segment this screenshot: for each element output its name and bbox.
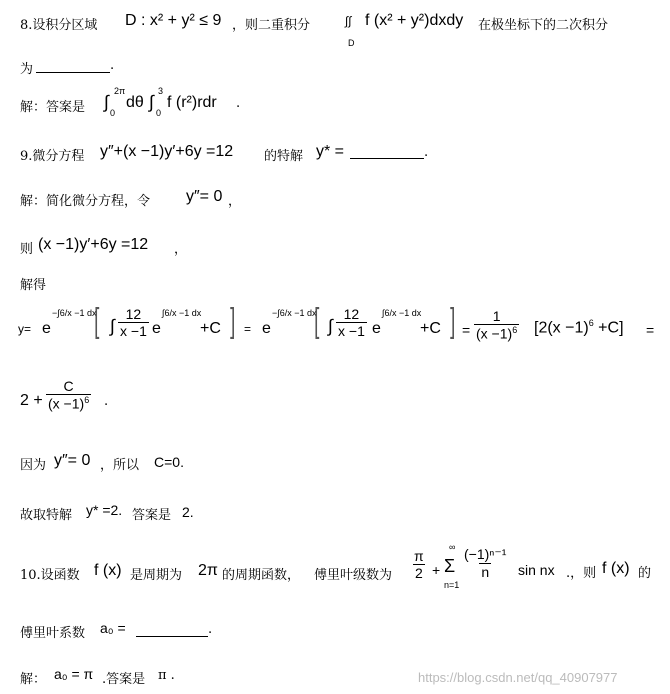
q8-answer-blank [36, 72, 110, 73]
q9-plus-c1: +C [200, 320, 221, 337]
q10-mid2: 的周期函数， [222, 568, 301, 583]
q8-ans-upper2: 3 [158, 86, 164, 96]
q10-term-num: (−1)ⁿ⁻¹ [464, 546, 507, 562]
q9-answer-blank [350, 158, 424, 159]
q9-ystar: y* = [316, 143, 345, 160]
q10-pi-frac [412, 548, 426, 581]
q9-c-den: $(x -1)^6$ [48, 395, 90, 412]
q9-c-frac [46, 378, 91, 412]
q9-line2-lead: 2 + [20, 392, 43, 409]
q8-wei-period: . [110, 58, 115, 73]
q8-ans-expr: dθ [126, 94, 144, 111]
q9-bracket-expr: $[2(x -1)^6 +C]$ [534, 318, 624, 337]
q8-title: 8.设积分区域 [20, 18, 98, 33]
q9-period: . [424, 145, 429, 160]
q9-big-num: 12 [125, 306, 142, 322]
q9-c-zero: C=0. [154, 454, 184, 470]
q9-exp2: ∫6/x −1 dx [162, 308, 202, 318]
q8-ans-label: 解：答案是 [20, 100, 86, 115]
q9-big-num-2: 12 [343, 306, 360, 322]
integral-icon-3: ∫ [110, 316, 115, 336]
q9-then-comma: ， [174, 242, 188, 257]
q9-then-expr: (x −1)y′+6y =12 [38, 236, 149, 253]
q9-big-den-2: x −1 [338, 323, 365, 339]
q8-integral: f (x² + y²)dxdy [365, 12, 464, 29]
q9-e4: e [372, 320, 381, 337]
q9-hence-ans: 2. [182, 504, 194, 520]
q8-ans-upper1: 2π [114, 86, 126, 96]
left-bracket-icon: [ [94, 302, 100, 340]
q10-de: 的 [638, 566, 652, 581]
q9-hence-label: 故取特解 [20, 508, 73, 523]
q8-domain-label: D [348, 38, 355, 48]
q9-exp3: −∫6/x −1 dx [272, 308, 317, 318]
q9-hence-ans-label: 答案是 [132, 508, 172, 523]
q8-ans-lower1: 0 [110, 108, 116, 118]
q9-one-frac [474, 308, 519, 342]
q10-answer-blank [136, 636, 208, 637]
q9-big-frac-2 [336, 306, 367, 339]
q9-den-final: $(x -1)^6$ [476, 325, 518, 342]
q9-since-label: 因为 [20, 458, 47, 473]
q9-big-den: x −1 [120, 323, 147, 339]
q9-eq2: = [244, 322, 252, 336]
integral-icon: ∫ [104, 92, 109, 112]
double-integral-icon: ∫∫ [345, 14, 352, 28]
left-bracket-icon-2: [ [314, 302, 320, 340]
q10-fourier-label: 傅里叶级数为 [314, 568, 393, 583]
q10-a0: a₀ = [100, 620, 126, 636]
q10-term-den: n [481, 564, 490, 580]
q8-mid: ，则二重积分 [232, 18, 311, 33]
q8-wei: 为 [20, 62, 34, 77]
integral-icon-2: ∫ [149, 92, 154, 112]
q8-domain: D : x² + y² ≤ 9 [125, 12, 222, 29]
watermark: https://blog.csdn.net/qq_40907977 [418, 670, 618, 685]
q9-exp1: −∫6/x −1 dx [52, 308, 97, 318]
q8-ans-lower2: 0 [156, 108, 162, 118]
q9-eq: y″+(x −1)y′+6y =12 [100, 143, 234, 160]
q9-since-expr: y″= 0 [54, 452, 91, 469]
q10-pi: π [414, 548, 424, 564]
q9-big-frac [118, 306, 149, 339]
q9-eq-final: = [646, 322, 655, 338]
q10-sum-lower: n=1 [444, 580, 460, 590]
q10-period-val: 2π [198, 562, 218, 579]
q10-sol-expr: a₀ = π [54, 666, 94, 682]
q9-e1: e [42, 320, 51, 337]
q10-comma-end: . [208, 622, 213, 637]
q9-e3: e [262, 320, 271, 337]
q10-sol-label: 解： [20, 672, 47, 687]
q9-e2: e [152, 320, 161, 337]
q10-fx: f (x) [94, 562, 122, 579]
q9-mid: 的特解 [264, 149, 304, 164]
q8-ans-period: . [236, 96, 241, 111]
q10-sum-upper: ∞ [449, 542, 456, 552]
q10-mid1: 是周期为 [130, 568, 183, 583]
q9-plus-c2: +C [420, 320, 441, 337]
q9-y-eq: y= [18, 322, 32, 336]
q9-eq3: = [462, 322, 471, 338]
q10-fx2: f (x) [602, 560, 630, 577]
q9-hence-expr: y* =2. [86, 502, 123, 518]
q10-two: 2 [414, 565, 423, 581]
right-bracket-icon-2: ] [450, 302, 456, 340]
q10-sol-ans: π . [158, 668, 175, 683]
q9-since-mid: ，所以 [100, 458, 140, 473]
q9-sol1-comma: ， [228, 194, 242, 209]
q8-tail: 在极坐标下的二次积分 [478, 18, 609, 33]
q10-term-frac [462, 546, 508, 580]
q8-ans-tail: f (r²)rdr [167, 94, 217, 111]
q10-sin: sin nx [518, 562, 555, 578]
q10-title: 10.设函数 [20, 568, 80, 583]
integral-icon-4: ∫ [328, 316, 333, 336]
q9-sol1-expr: y″= 0 [186, 188, 223, 205]
q9-jie-de: 解得 [20, 278, 47, 293]
q9-c-num: C [63, 378, 74, 394]
q9-line2-period: . [104, 394, 109, 409]
q10-plus: + [432, 562, 441, 578]
q9-exp4: ∫6/x −1 dx [382, 308, 422, 318]
q10-coef-label: 傅里叶系数 [20, 626, 86, 641]
q9-title: 9.微分方程 [20, 149, 85, 164]
q9-one: 1 [492, 308, 501, 324]
q10-sol-mid: .答案是 [102, 672, 146, 687]
sigma-icon: Σ [444, 556, 456, 576]
q9-then-label: 则 [20, 242, 34, 257]
q9-sol1-label: 解：简化微分方程，令 [20, 194, 151, 209]
q10-comma-ze: .，则 [566, 566, 597, 581]
right-bracket-icon: ] [230, 302, 236, 340]
